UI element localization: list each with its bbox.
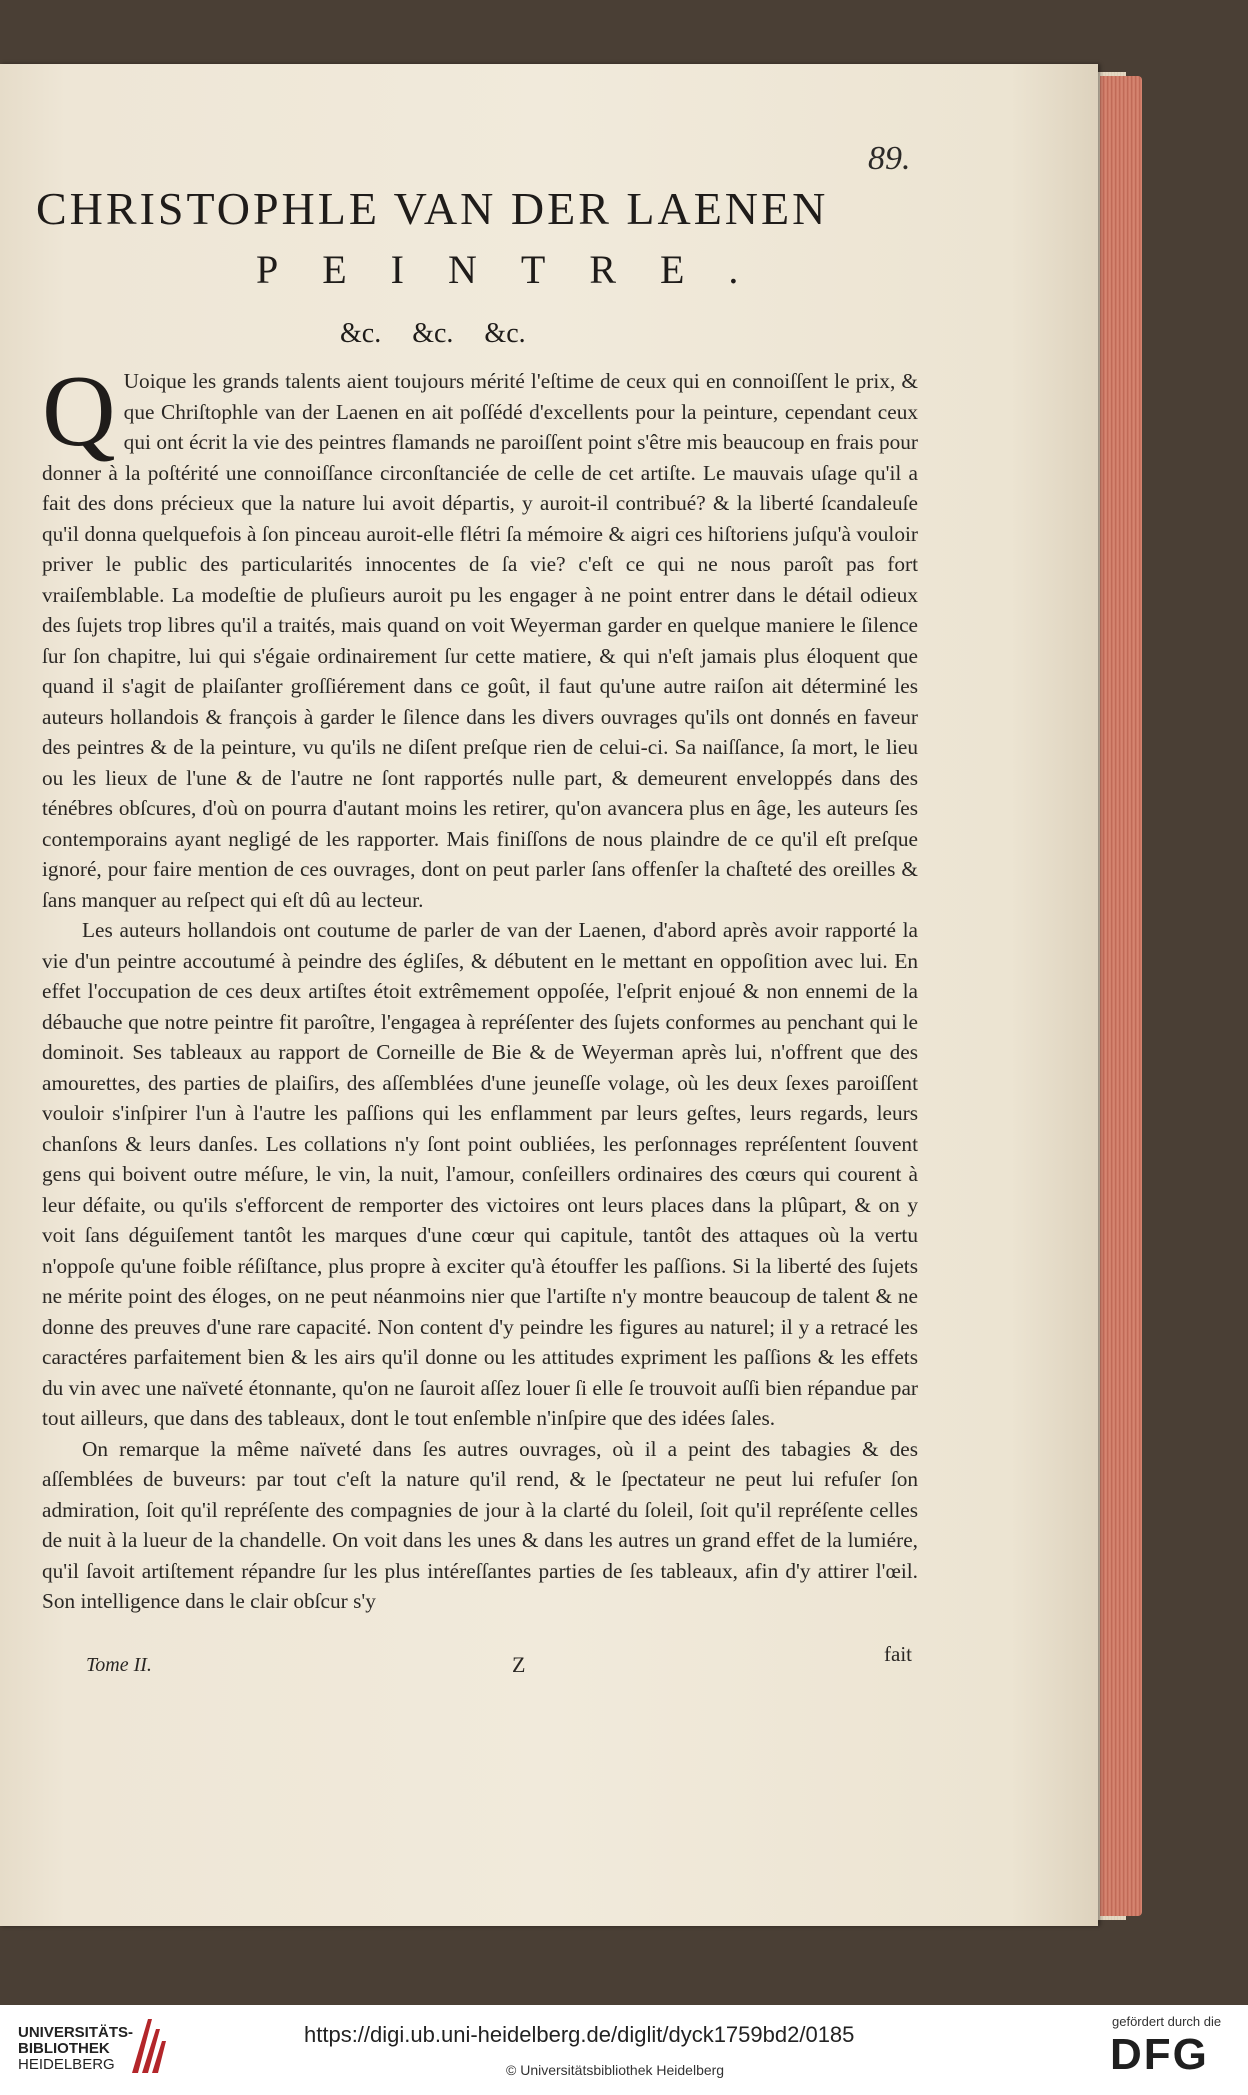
catchword: fait [884, 1642, 912, 1666]
red-page-edge [1100, 76, 1142, 1916]
paragraph-text: Uoique les grands talents aient toujours mérité l'eſtime de ceux qui en connoiſſent le prix, & que Chriſtophle van der Laenen en ait poſſédé d'excellents pour la peinture, cependant ceux qui ont écrit la vie des peintres flamands ne paroiſſent point s'être mis beaucoup en frais pour donner à la poſtérité une connoiſſance circonſtanciée de celle de cet artiſte. Le mauvais uſage qu'il a fait des dons précieux que la nature lui avoit départis, y auroit-il contribué? & la liberté ſcandaleuſe qu'il donna quelquefois à ſon pinceau auroit-elle flétri ſa mémoire & aigri ces hiſtoriens juſqu'à vouloir priver le public des particularités innocentes de ſa vie? c'eſt ce qui ne nous paroît pas fort vraiſemblable. La modeſtie de pluſieurs auroit pu les engager à ne point entrer dans le détail odieux des ſujets trop libres qu'il a traités, mais quand on voit Weyerman garder en quelque maniere le ſilence ſur ſon chapitre, lui qui s'égaie ordinairement ſur cette matiere, & qui n'eſt jamais plus éloquent que quand il s'agit de plaiſanter groſſiérement dans ce goût, il faut qu'une autre raiſon ait déterminé les auteurs hollandois & françois à garder le ſilence dans les divers ouvrages qu'ils ont donnés en faveur des peintres & de la peinture, vu qu'ils ne diſent preſque rien de celui-ci. Sa naiſſance, ſa mort, le lieu ou les lieux de l'une & de l'autre ne ſont rapportés nulle part, & demeurent enveloppés dans des ténébres obſcures, d'où on pourra d'autant moins les retirer, qu'on avancera plus en âge, les auteurs ſes contemporains ayant negligé de les rapporter. Mais finiſſons de nous plaindre de ce qu'il eſt preſque ignoré, pour faire mention de ces ouvrages, dont on peut parler ſans offenſer la chaſteté des oreilles & ſans manquer au reſpect qui eſt dû au lecteur. [42, 369, 918, 912]
permalink-url[interactable]: https://digi.ub.uni-heidelberg.de/diglit/dyck1759bd2/0185 [304, 2022, 855, 2047]
copyright-notice: © Universitätsbibliothek Heidelberg [506, 2062, 725, 2078]
dfg-logo-icon[interactable]: DFG [1110, 2030, 1209, 2079]
paragraph: Les auteurs hollandois ont coutume de parler de van der Laenen, d'abord après avoir rapporté la vie d'un peintre accoutumé à peindre des égliſes, & débutent en le mettant en oppoſition avec lui. En effet l'occupation de ces deux artiſtes étoit extrêmement oppoſée, l'eſprit enjoué & non ennemi de la débauche que notre peintre fit paroître, l'engagea à repréſenter des ſujets conformes au penchant qui le dominoit. Ses tableaux au rapport de Corneille de Bie & de Weyerman après lui, n'offrent que des amourettes, des parties de plaiſirs, des aſſemblées d'une jeuneſſe volage, où les deux ſexes paroiſſent vouloir s'inſpirer l'un à l'autre les paſſions qui les enflamment par leurs geſtes, leurs regards, leurs chanſons & leurs danſes. Les collations n'y ſont point oubliées, les perſonnages repréſentent ſouvent gens qui boivent outre méſure, le vin, la nuit, l'amour, conſeillers ordinaires des cœurs qui courent à leur défaite, ou qu'ils s'efforcent de remporter des victoires ont leurs places dans la plûpart, & on y voit ſans déguiſement tantôt les marques d'une cœur qui capitule, tantôt des attaques où la vertu n'oppoſe qu'une foible réſiſtance, plus propre à exciter qu'à étouffer les paſſions. Si la liberté des ſujets ne mérite point des éloges, on ne peut néanmoins nier que l'artiſte n'y montre beaucoup de talent & ne donne des preuves d'une rare capacité. Non content d'y peindre les figures au naturel; il y a retracé les caractéres parfaitement bien & les airs qu'il donne ou les attitudes expriment les paſſions & les effets du vin avec une naïveté étonnante, qu'on ne ſauroit aſſez louer ſi elle ſe trouvoit auſſi bien répandue par tout ailleurs, que dans des tableaux, dont le tout enſemble n'inſpire que des idées ſales. [42, 918, 918, 1430]
library-name-line3: HEIDELBERG [18, 2056, 115, 2073]
drop-cap: Q [42, 355, 116, 468]
footer-bar [0, 2005, 1248, 2095]
signature-mark: Z [512, 1652, 526, 1677]
paragraph [42, 355, 918, 915]
folio-number: 89. [868, 140, 911, 177]
paragraph: On remarque la même naïveté dans ſes autres ouvrages, où il a peint des tabagies & des aſſemblées de buveurs: par tout c'eſt la nature qu'il rend, & le ſpectateur ne peut lui refuſer ſon admiration, ſoit qu'il repréſente des compagnies de jour à la clarté du ſoleil, ſoit qu'il repréſente celles de nuit à la lueur de la chandelle. On voit dans les unes & dans les autres un grand effet de la lumiére, qu'il ſavoit artiſtement répandre ſur les plus intéreſſantes parties de ſes tableaux, afin d'y attirer l'œil. Son intelligence dans le clair obſcur s'y [42, 1436, 918, 1613]
library-name-line2: BIBLIOTHEK [18, 2040, 110, 2057]
library-logo-icon[interactable] [128, 2015, 168, 2077]
library-name-line1: UNIVERSITÄTS- [18, 2024, 134, 2041]
chapter-title: CHRISTOPHLE VAN DER LAENEN [36, 183, 829, 234]
chapter-subtitle: PEINTRE. [256, 247, 783, 292]
volume-signature: Tome II. [86, 1654, 152, 1676]
funder-label: gefördert durch die [1112, 2014, 1222, 2029]
body-text [42, 355, 918, 1617]
subheading: &c. &c. &c. [340, 318, 526, 349]
